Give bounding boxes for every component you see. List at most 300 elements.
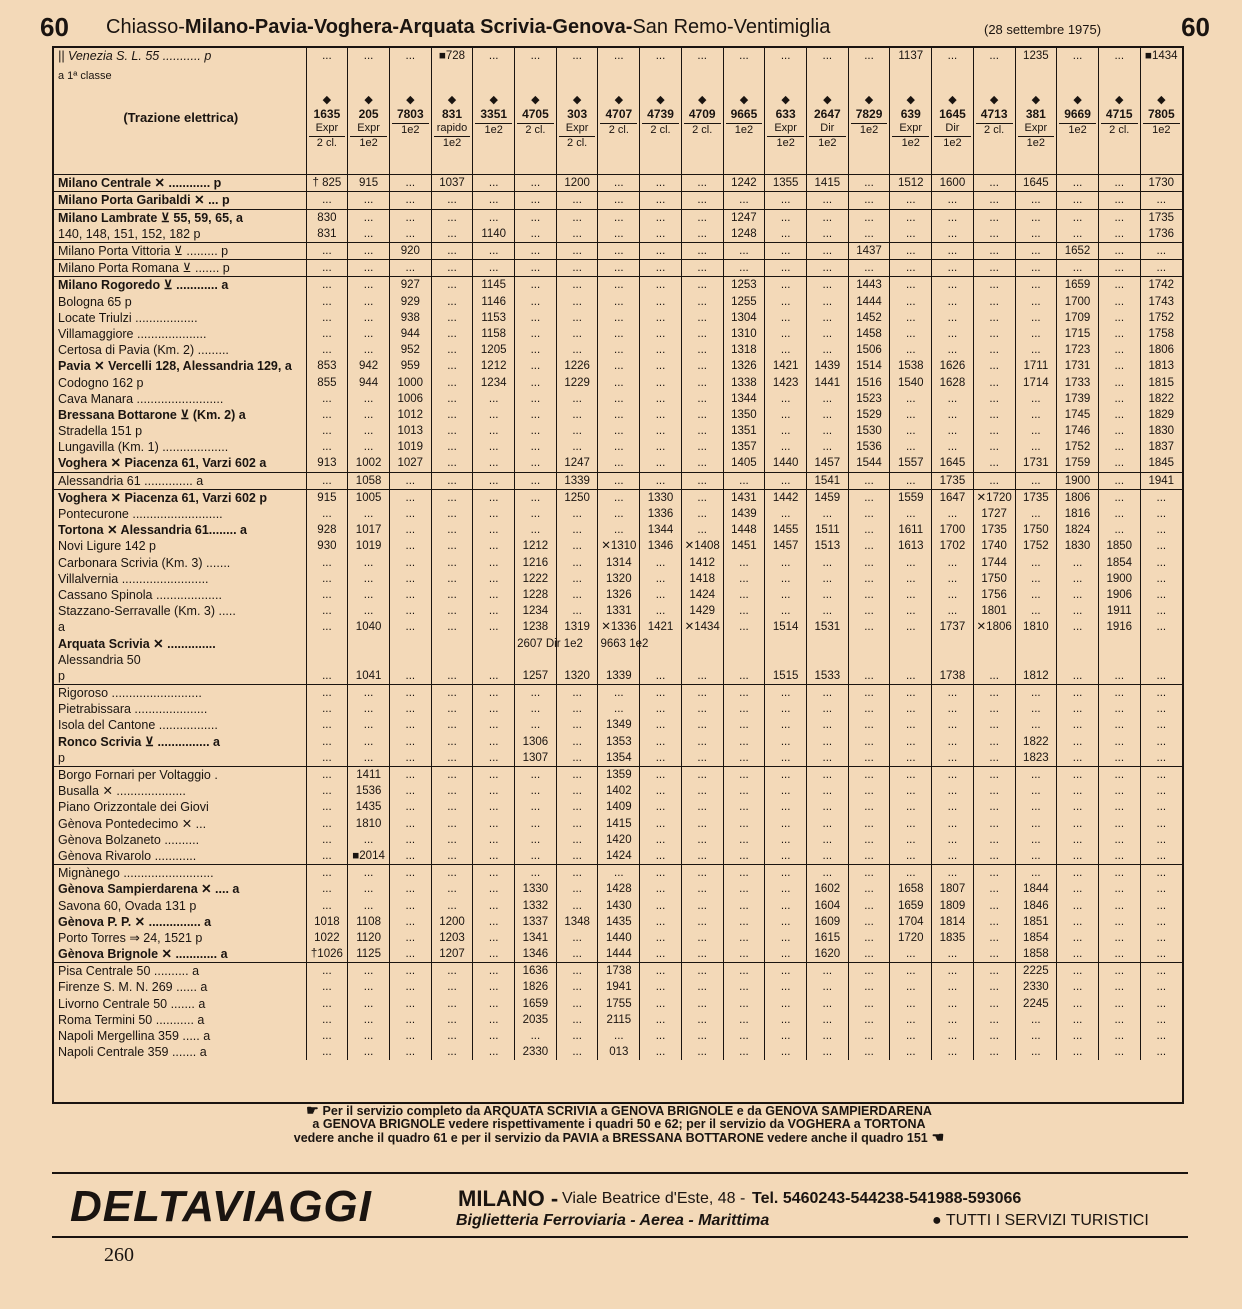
time-cell: ... — [890, 832, 932, 848]
time-cell: ... — [890, 865, 932, 882]
train-header — [681, 64, 723, 175]
train-number: 7829 — [855, 107, 883, 122]
time-cell: ... — [848, 766, 890, 783]
time-cell: ... — [473, 848, 515, 865]
time-cell: ... — [806, 848, 848, 865]
time-cell: ... — [1098, 326, 1140, 342]
time-cell: 1746 — [1057, 423, 1099, 439]
time-cell: ... — [1015, 209, 1057, 226]
station-name: Isola del Cantone ................. — [58, 718, 218, 733]
time-cell: ... — [598, 685, 640, 702]
time-cell: ... — [389, 766, 431, 783]
time-cell: ... — [848, 816, 890, 832]
time-cell: ... — [848, 571, 890, 587]
time-cell: ... — [806, 963, 848, 980]
time-cell: 1319 — [556, 619, 598, 635]
time-cell: 928 — [306, 522, 348, 538]
time-cell: ... — [1098, 1044, 1140, 1060]
time-cell: 1723 — [1057, 342, 1099, 358]
station-name: Stazzano-Serravalle (Km. 3) ..... — [58, 604, 236, 619]
time-cell: ... — [598, 391, 640, 407]
time-cell: ... — [1098, 832, 1140, 848]
time-cell: ... — [389, 1012, 431, 1028]
time-cell: ... — [640, 175, 682, 192]
station-row — [54, 652, 1182, 668]
time-cell: ... — [1140, 816, 1182, 832]
train-number: 9665 — [730, 107, 758, 122]
time-cell: ... — [848, 489, 890, 506]
time-cell: ... — [1057, 175, 1099, 192]
time-cell: ... — [431, 603, 473, 619]
page-number-left: 60 — [40, 12, 69, 42]
station-name: Rigoroso .......................... — [54, 685, 306, 702]
time-cell: ... — [806, 685, 848, 702]
time-cell: 1012 — [389, 407, 431, 423]
time-cell: ... — [932, 701, 974, 717]
time-cell: ... — [431, 374, 473, 390]
time-cell: 1351 — [723, 423, 765, 439]
time-cell: ... — [348, 897, 390, 913]
time-cell: ... — [765, 1012, 807, 1028]
time-cell: 1742 — [1140, 277, 1182, 294]
time-cell: ... — [640, 277, 682, 294]
time-cell: 1700 — [932, 522, 974, 538]
time-cell: ... — [1140, 750, 1182, 767]
station-name: Cava Manara ......................... — [58, 391, 224, 406]
time-cell: 1344 — [640, 522, 682, 538]
time-cell: ... — [431, 226, 473, 243]
train-class: 2 cl. — [684, 123, 721, 137]
time-cell: ... — [1015, 277, 1057, 294]
time-cell: ... — [765, 571, 807, 587]
time-cell: ... — [973, 226, 1015, 243]
time-cell: 1731 — [1015, 455, 1057, 472]
station-name: Gènova Pontedecimo ✕ ... — [58, 816, 207, 831]
time-cell: ... — [848, 192, 890, 209]
time-cell: ... — [348, 571, 390, 587]
time-cell: ... — [932, 963, 974, 980]
station-row — [54, 310, 1182, 326]
header-label-cell — [54, 64, 306, 175]
time-cell: ... — [306, 294, 348, 310]
time-cell: 1457 — [806, 455, 848, 472]
train-class: 2 cl. — [642, 123, 679, 137]
time-cell: 1752 — [1057, 439, 1099, 455]
time-cell: 1756 — [973, 587, 1015, 603]
time-cell: ... — [556, 587, 598, 603]
station-name: Milano Porta Vittoria ⊻ ......... p — [54, 242, 306, 259]
time-cell: ... — [848, 996, 890, 1012]
time-cell: ... — [806, 701, 848, 717]
time-cell: ... — [1098, 865, 1140, 882]
time-cell: ... — [681, 242, 723, 259]
time-cell: 1514 — [765, 619, 807, 635]
pointing-hand-icon: ☛ — [306, 1102, 323, 1118]
time-cell: 1830 — [1057, 538, 1099, 554]
time-cell: ... — [1140, 668, 1182, 685]
route-title: Chiasso-Milano-Pavia-Voghera-Arquata Scrivia-Genova-San Remo-Ventimiglia — [106, 16, 831, 38]
station-row — [54, 538, 1182, 554]
time-cell: 2330 — [515, 1044, 557, 1060]
time-cell: 1424 — [681, 587, 723, 603]
time-cell: ... — [431, 555, 473, 571]
time-cell: 1326 — [598, 587, 640, 603]
time-cell: ... — [431, 489, 473, 506]
time-cell: ... — [473, 619, 515, 635]
time-cell: 1735 — [1015, 489, 1057, 506]
time-cell: ... — [473, 734, 515, 750]
time-cell: 1730 — [1140, 175, 1182, 192]
time-cell: ... — [932, 734, 974, 750]
time-cell: ... — [1015, 391, 1057, 407]
time-cell: 1457 — [765, 538, 807, 554]
time-cell: ... — [681, 506, 723, 522]
time-cell: ... — [890, 242, 932, 259]
time-cell: ... — [848, 522, 890, 538]
time-cell: ... — [1098, 668, 1140, 685]
time-cell: ... — [723, 881, 765, 897]
time-cell: ... — [1098, 897, 1140, 913]
time-cell: ... — [640, 946, 682, 963]
station-row — [54, 506, 1182, 522]
train-class: 2 cl. — [559, 136, 596, 150]
time-cell: ... — [890, 439, 932, 455]
time-cell: ... — [473, 930, 515, 946]
train-class: 1e2 — [726, 123, 763, 137]
time-cell: ... — [515, 717, 557, 733]
time-cell: 1442 — [765, 489, 807, 506]
page-footer-number: 260 — [104, 1244, 134, 1266]
time-cell: ... — [1057, 783, 1099, 799]
diamond-icon: ◆ — [572, 94, 582, 107]
time-cell: ... — [515, 209, 557, 226]
time-cell: ... — [848, 734, 890, 750]
time-cell: ... — [640, 1044, 682, 1060]
time-cell: 830 — [306, 209, 348, 226]
time-cell: ... — [640, 963, 682, 980]
time-cell: ... — [640, 685, 682, 702]
time-cell: ... — [389, 1028, 431, 1044]
time-cell: ... — [306, 1044, 348, 1060]
time-cell: ... — [556, 766, 598, 783]
time-cell: ... — [306, 326, 348, 342]
time-cell — [765, 635, 807, 651]
time-cell: ... — [932, 750, 974, 767]
time-cell: 1212 — [515, 538, 557, 554]
time-cell: ... — [932, 310, 974, 326]
origin-cell: ... — [389, 48, 431, 64]
train-type: Expr — [357, 122, 380, 135]
time-cell: ... — [598, 522, 640, 538]
time-cell: 1652 — [1057, 242, 1099, 259]
time-cell: 1906 — [1098, 587, 1140, 603]
time-cell: ... — [640, 407, 682, 423]
station-row — [54, 668, 1182, 685]
time-cell: ... — [515, 848, 557, 865]
time-cell: ... — [306, 963, 348, 980]
time-cell: ... — [556, 832, 598, 848]
station-row — [54, 816, 1182, 832]
time-cell: 1609 — [806, 914, 848, 930]
time-cell: ... — [806, 783, 848, 799]
time-cell: ... — [556, 538, 598, 554]
time-cell: ... — [681, 391, 723, 407]
time-cell: ... — [431, 242, 473, 259]
time-cell: ... — [431, 619, 473, 635]
time-cell: 1350 — [723, 407, 765, 423]
station-row — [54, 897, 1182, 913]
station-name: Gènova Brignole ✕ ............ a — [58, 947, 228, 962]
time-cell: ... — [1057, 209, 1099, 226]
time-cell — [806, 652, 848, 668]
time-cell: ... — [556, 423, 598, 439]
time-cell: ... — [681, 766, 723, 783]
time-cell — [723, 652, 765, 668]
time-cell: 1440 — [765, 455, 807, 472]
station-name: Porto Torres ⇒ 24, 1521 p — [58, 930, 203, 945]
time-cell: ... — [932, 407, 974, 423]
time-cell: 952 — [389, 342, 431, 358]
time-cell: ... — [681, 342, 723, 358]
time-cell: ... — [306, 423, 348, 439]
time-cell: ... — [723, 914, 765, 930]
time-cell: 1242 — [723, 175, 765, 192]
time-cell: ... — [1015, 1044, 1057, 1060]
time-cell: ... — [473, 816, 515, 832]
time-cell: ... — [681, 472, 723, 489]
time-cell: ... — [1057, 226, 1099, 243]
time-cell: ... — [1057, 1012, 1099, 1028]
time-cell: ... — [1057, 619, 1099, 635]
time-cell: ... — [765, 277, 807, 294]
time-cell: ... — [640, 865, 682, 882]
time-cell: 1844 — [1015, 881, 1057, 897]
time-cell: ... — [348, 996, 390, 1012]
time-cell: 1835 — [932, 930, 974, 946]
time-cell: ... — [848, 603, 890, 619]
time-cell: ... — [848, 783, 890, 799]
time-cell: 1441 — [806, 374, 848, 390]
time-cell: ✕1310 — [598, 538, 640, 554]
time-cell — [431, 635, 473, 651]
time-cell: 1125 — [348, 946, 390, 963]
time-cell: ... — [765, 342, 807, 358]
time-cell — [389, 635, 431, 651]
station-name: Pontecurone .......................... — [58, 507, 223, 522]
diamond-icon: ◆ — [1031, 94, 1041, 107]
time-cell: ... — [1140, 979, 1182, 995]
time-cell: ... — [306, 881, 348, 897]
time-cell: 1538 — [890, 358, 932, 374]
time-cell: 1336 — [640, 506, 682, 522]
time-cell: ... — [348, 555, 390, 571]
time-cell: ... — [389, 783, 431, 799]
time-cell: ... — [848, 979, 890, 995]
time-cell: ... — [640, 472, 682, 489]
time-cell: ... — [473, 783, 515, 799]
time-cell: ... — [556, 996, 598, 1012]
time-cell: ... — [473, 668, 515, 685]
time-cell: ... — [1015, 226, 1057, 243]
time-cell: 1743 — [1140, 294, 1182, 310]
time-cell: 1421 — [640, 619, 682, 635]
train-header — [973, 64, 1015, 175]
time-cell: ... — [932, 571, 974, 587]
time-cell: 1830 — [1140, 423, 1182, 439]
time-cell: ... — [973, 260, 1015, 277]
time-cell: ... — [1015, 587, 1057, 603]
time-cell: ... — [348, 865, 390, 882]
time-cell: ... — [806, 192, 848, 209]
diamond-icon: ◆ — [989, 94, 999, 107]
time-cell: ... — [890, 619, 932, 635]
time-cell: ... — [389, 472, 431, 489]
time-cell: ... — [1140, 701, 1182, 717]
time-cell: †1026 — [306, 946, 348, 963]
time-cell: ... — [1098, 489, 1140, 506]
station-name: Codogno 162 p — [58, 375, 144, 390]
time-cell: 1752 — [1015, 538, 1057, 554]
time-cell: ... — [431, 522, 473, 538]
time-cell: ... — [556, 277, 598, 294]
station-name: Pisa Centrale 50 .......... a — [54, 963, 306, 980]
time-cell: ... — [640, 832, 682, 848]
time-cell: 1203 — [431, 930, 473, 946]
pointing-hand-left-icon: ☚ — [927, 1129, 945, 1145]
time-cell: ✕1336 — [598, 619, 640, 635]
time-cell: ... — [932, 226, 974, 243]
time-cell: ... — [973, 881, 1015, 897]
time-cell: ... — [1098, 717, 1140, 733]
train-header — [806, 64, 848, 175]
time-cell: 1332 — [515, 897, 557, 913]
time-cell: ... — [431, 783, 473, 799]
time-cell: ... — [1015, 342, 1057, 358]
time-cell: ... — [515, 277, 557, 294]
time-cell: ... — [556, 930, 598, 946]
time-cell: ... — [556, 1012, 598, 1028]
train-number: 9669 — [1064, 107, 1091, 122]
time-cell: 1357 — [723, 439, 765, 455]
time-cell: ... — [890, 734, 932, 750]
train-type: Expr — [1024, 122, 1048, 135]
time-cell: ... — [640, 717, 682, 733]
station-name: a — [58, 620, 65, 635]
time-cell: ... — [806, 766, 848, 783]
time-cell: ... — [723, 603, 765, 619]
time-cell: 1544 — [848, 455, 890, 472]
time-cell: 913 — [306, 455, 348, 472]
time-cell: ... — [681, 326, 723, 342]
time-cell: ... — [765, 881, 807, 897]
time-cell: ... — [1098, 242, 1140, 259]
time-cell — [890, 635, 932, 651]
train-type: Expr — [315, 122, 339, 135]
time-cell: ... — [640, 881, 682, 897]
time-cell: 1851 — [1015, 914, 1057, 930]
time-cell: ... — [389, 260, 431, 277]
time-cell: ... — [806, 423, 848, 439]
time-cell: ... — [389, 930, 431, 946]
station-name: Bressana Bottarone ⊻ (Km. 2) a — [58, 407, 246, 422]
time-cell: ... — [973, 766, 1015, 783]
station-row — [54, 717, 1182, 733]
time-cell: ... — [890, 799, 932, 815]
time-cell: ... — [389, 668, 431, 685]
station-row — [54, 979, 1182, 995]
time-cell: ... — [1057, 717, 1099, 733]
time-cell: ... — [348, 391, 390, 407]
time-cell: 2225 — [1015, 963, 1057, 980]
time-cell: ... — [932, 192, 974, 209]
origin-cell: ... — [848, 48, 890, 64]
time-cell: ... — [556, 865, 598, 882]
station-row — [54, 963, 1182, 980]
time-cell: ... — [848, 472, 890, 489]
time-cell: ... — [1057, 865, 1099, 882]
origin-row — [54, 48, 1182, 64]
time-cell: ... — [515, 455, 557, 472]
time-cell — [1015, 635, 1057, 651]
time-cell: ... — [848, 946, 890, 963]
time-cell: ✕1434 — [681, 619, 723, 635]
time-cell — [598, 652, 640, 668]
time-cell: ... — [640, 799, 682, 815]
time-cell: ... — [431, 342, 473, 358]
time-cell — [473, 635, 515, 651]
time-cell: 1423 — [765, 374, 807, 390]
time-cell: ... — [890, 750, 932, 767]
origin-cell: ... — [932, 48, 974, 64]
time-cell: ... — [848, 1044, 890, 1060]
time-cell: ... — [431, 668, 473, 685]
time-cell: 1540 — [890, 374, 932, 390]
time-cell: ... — [1098, 277, 1140, 294]
time-cell: 1037 — [431, 175, 473, 192]
time-cell: 942 — [348, 358, 390, 374]
station-name: Firenze S. M. N. 269 ...... a — [58, 980, 208, 995]
time-cell: ... — [640, 979, 682, 995]
station-row — [54, 358, 1182, 374]
time-cell: ... — [1057, 848, 1099, 865]
page-number-right: 60 — [1181, 12, 1210, 42]
time-cell: ... — [306, 816, 348, 832]
time-cell: ... — [848, 226, 890, 243]
time-cell: 1145 — [473, 277, 515, 294]
time-cell: ... — [681, 192, 723, 209]
time-cell: ... — [473, 603, 515, 619]
time-cell: ... — [306, 766, 348, 783]
time-cell: ... — [1140, 832, 1182, 848]
time-cell: ... — [306, 619, 348, 635]
time-cell: ... — [723, 260, 765, 277]
time-cell: 1559 — [890, 489, 932, 506]
time-cell: ... — [1098, 391, 1140, 407]
time-cell: ... — [473, 717, 515, 733]
time-cell: ... — [973, 277, 1015, 294]
time-cell: ... — [431, 571, 473, 587]
time-cell: ... — [973, 979, 1015, 995]
time-cell: 1613 — [890, 538, 932, 554]
train-number: 1635 — [313, 107, 341, 122]
time-cell: ... — [973, 963, 1015, 980]
time-cell: 1809 — [932, 897, 974, 913]
time-cell: 1041 — [348, 668, 390, 685]
train-type: Expr — [899, 122, 923, 135]
time-cell: ... — [515, 242, 557, 259]
time-cell: ... — [389, 865, 431, 882]
time-cell: ... — [973, 242, 1015, 259]
